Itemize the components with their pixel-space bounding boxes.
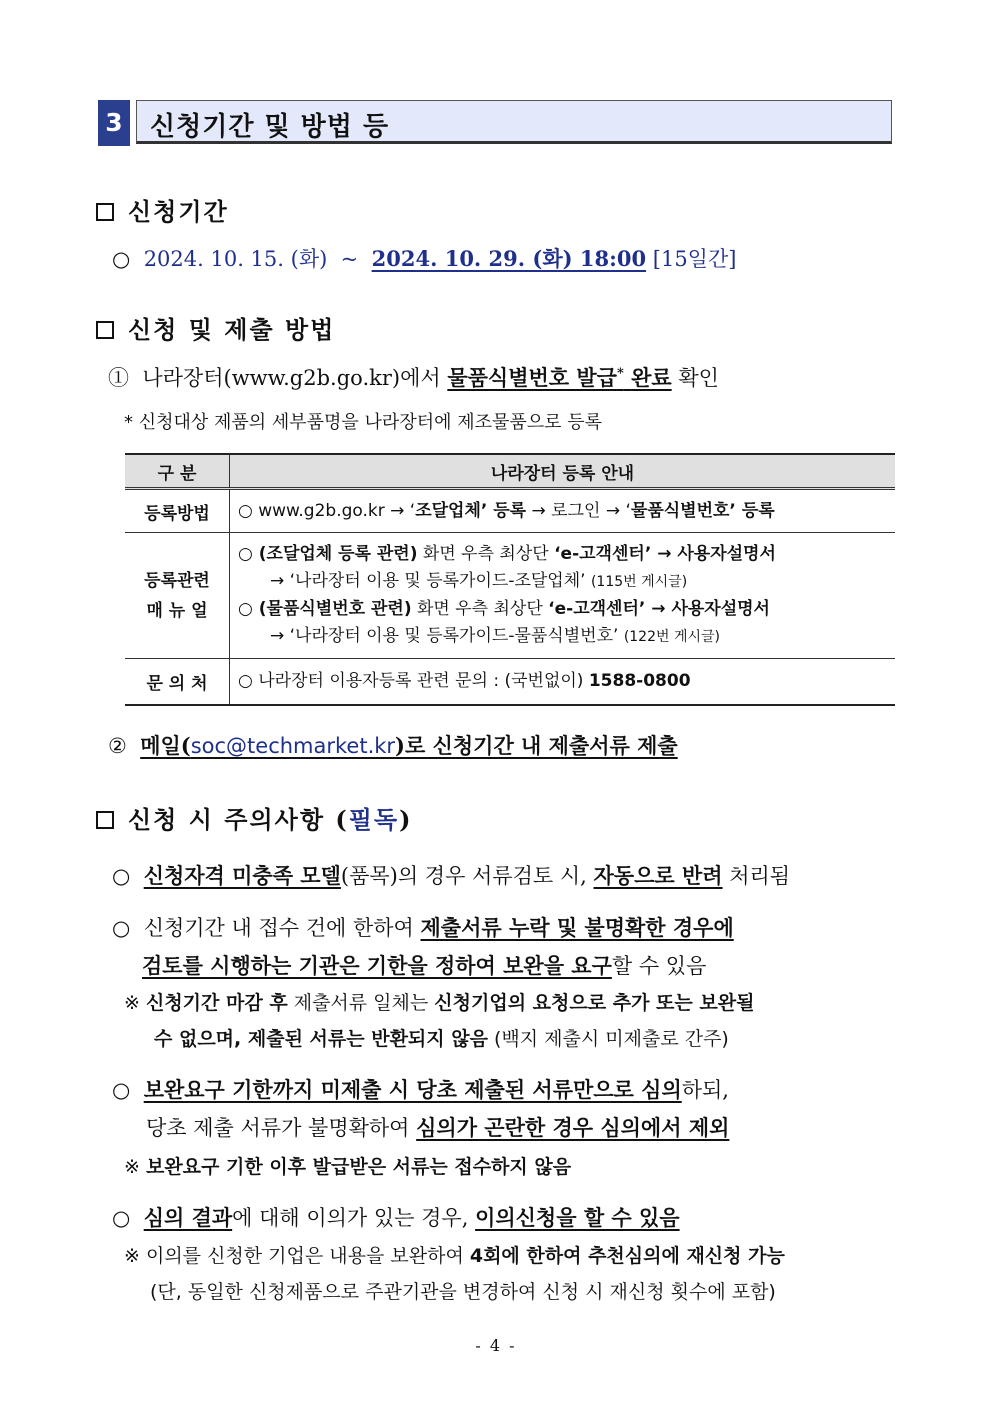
section-title: 신청기간 및 방법 등 (150, 112, 390, 142)
circle-bullet-icon: ○ (112, 1206, 131, 1230)
period-line: ○ 2024. 10. 15. (화) ~ 2024. 10. 29. (화) 18:00 [15일간] (112, 246, 737, 271)
period-start: 2024. 10. 15. (화) (143, 247, 328, 271)
caution-note-4: ※ 이의를 신청한 기업은 내용을 보완하여 4회에 한하여 추천심의에 재신청 가능 (124, 1245, 785, 1267)
circle-bullet-icon: ○ (112, 1078, 131, 1102)
period-end: 2024. 10. 29. (화) 18:00 (371, 246, 647, 271)
method-step1: ① 나라장터(www.g2b.go.kr)에서 물품식별번호 발급* 완료 확인 (108, 365, 719, 390)
circle-bullet-icon: ○ (112, 916, 131, 940)
caution-item-1: ○ 신청자격 미충족 모델(품목)의 경우 서류검토 시, 자동으로 반려 처리됨 (112, 863, 791, 888)
method-heading: 신청 및 제출 방법 (96, 310, 335, 345)
page-number: - 4 - (475, 1336, 517, 1355)
caution-item-2: ○ 신청기간 내 접수 건에 한하여 제출서류 누락 및 불명확한 경우에 (112, 915, 734, 940)
period-duration: [15일간] (652, 247, 737, 271)
caution-item-3: ○ 보완요구 기한까지 미제출 시 당초 제출된 서류만으로 심의하되, (112, 1077, 729, 1102)
method-step2: ② 메일(soc@techmarket.kr)로 신청기간 내 제출서류 제출 (108, 733, 678, 758)
caution-item-2-cont: 검토를 시행하는 기관은 기한을 정하여 보완을 요구할 수 있음 (142, 953, 707, 978)
checkbox-square-icon (96, 203, 114, 221)
table-row: 등록방법 ○ www.g2b.go.kr → ‘조달업체’ 등록 → 로그인 → ‘물품식별번호’ 등록 (125, 489, 895, 533)
table-header-category: 구 분 (125, 454, 230, 489)
table-header-guide: 나라장터 등록 안내 (230, 454, 896, 489)
caution-note-4-cont: (단, 동일한 신청제품으로 주관기관을 변경하여 신청 시 재신청 횟수에 포함) (150, 1281, 776, 1303)
table-row: 등록관련 매 뉴 얼 ○ (조달업체 등록 관련) 화면 우측 최상단 ‘e-고객센터’ → 사용자설명서 → ‘나라장터 이용 및 등록가이드-조달업체’ (115번 게시글) ○ (물품식별번호 관련) 화면 우측 최상단 ‘e-고객센터’ → 사용자설명서 → ‘나라장터 이용 및 등록가이드-물품식별번호’ (122번 게시글) (125, 533, 895, 659)
caution-item-3-cont: 당초 제출 서류가 불명확하여 심의가 곤란한 경우 심의에서 제외 (146, 1115, 730, 1140)
circle-bullet-icon: ○ (112, 864, 131, 888)
section-number: 3 (98, 100, 130, 146)
email-link[interactable]: soc@techmarket.kr (190, 734, 396, 758)
checkbox-square-icon (96, 321, 114, 339)
checkbox-square-icon (96, 811, 114, 829)
circle-bullet-icon: ○ (112, 247, 131, 271)
method-note: * 신청대상 제품의 세부품명을 나라장터에 제조물품으로 등록 (124, 412, 603, 433)
registration-table (125, 453, 895, 706)
caution-note-2: ※ 신청기간 마감 후 제출서류 일체는 신청기업의 요청으로 추가 또는 보완될 (124, 992, 755, 1014)
table-row: 문 의 처 ○ 나라장터 이용자등록 관련 문의 : (국번없이) 1588-0800 (125, 659, 895, 705)
cautions-heading: 신청 시 주의사항 (필독) (96, 800, 412, 835)
caution-item-4: ○ 심의 결과에 대해 이의가 있는 경우, 이의신청을 할 수 있음 (112, 1205, 680, 1230)
caution-note-3: ※ 보완요구 기한 이후 발급받은 서류는 접수하지 않음 (124, 1156, 572, 1178)
caution-note-2-cont: 수 없으며, 제출된 서류는 반환되지 않음 (백지 제출시 미제출로 간주) (154, 1028, 729, 1050)
period-heading: 신청기간 (96, 192, 229, 227)
